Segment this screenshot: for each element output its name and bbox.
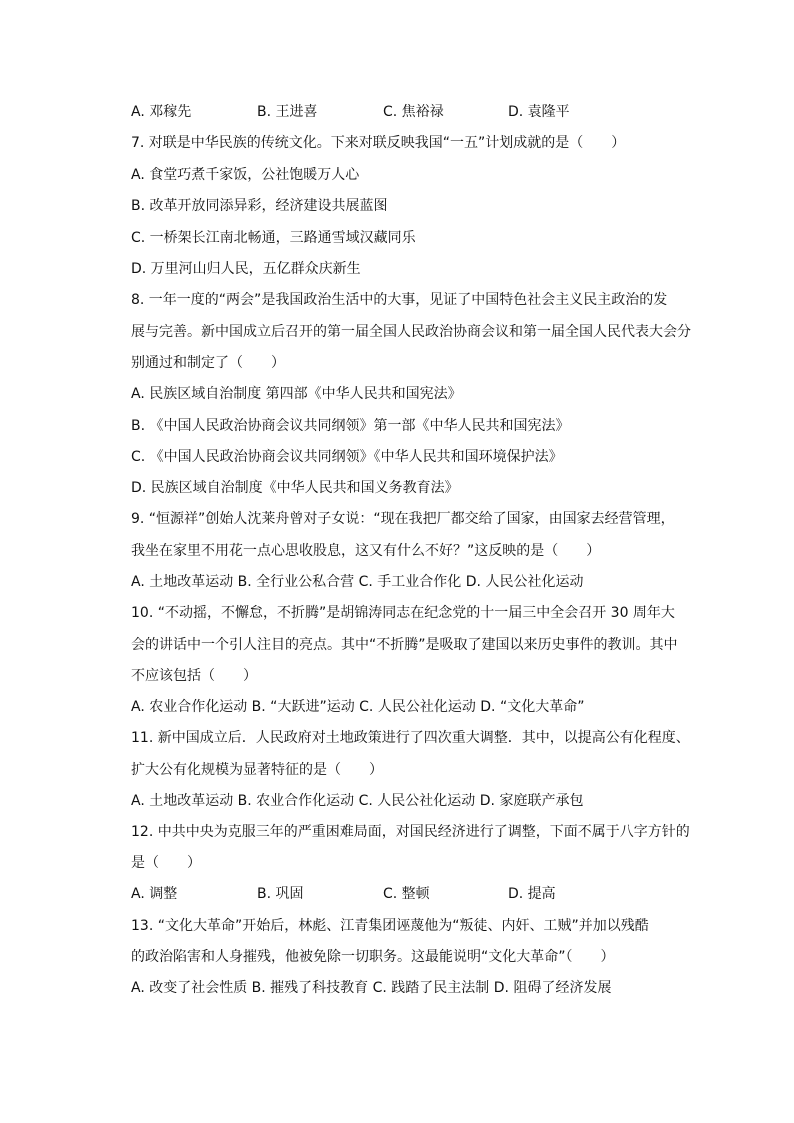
q9-stem-line-2: 我坐在家里不用花一点心思收股息，这又有什么不好？”这反映的是（ ） xyxy=(131,543,601,559)
q6-option-b: B. 王进喜 xyxy=(257,104,318,120)
q10-stem-line-3: 不应该包括（ ） xyxy=(131,668,257,684)
q12-option-b: B. 巩固 xyxy=(257,886,304,902)
q11-stem-line-1: 11. 新中国成立后．人民政府对土地政策进行了四次重大调整．其中，以提高公有化程度、 xyxy=(131,730,690,746)
q9-stem-line-1: 9. “恒源祥”创始人沈莱舟曾对子女说：“现在我把厂都交给了国家，由国家去经营管理， xyxy=(131,511,675,527)
q6-option-a: A. 邓稼先 xyxy=(131,104,192,120)
q12-option-a: A. 调整 xyxy=(131,886,178,902)
q13-stem-line-1: 13. “文化大革命”开始后，林彪、江青集团诬蔑他为“叛徒、内奸、工贼”并加以残酷 xyxy=(131,918,649,934)
q12-option-c: C. 整顿 xyxy=(383,886,430,902)
q10-options: A. 农业合作化运动 B. “大跃进”运动 C. 人民公社化运动 D. “文化大革命” xyxy=(131,699,585,715)
q8-option-a: A. 民族区域自治制度 第四部《中华人民共和国宪法》 xyxy=(131,386,462,402)
q7-option-b: B. 改革开放同添异彩，经济建设共展蓝图 xyxy=(131,198,388,214)
q8-stem-line-2: 展与完善。新中国成立后召开的第一届全国人民政治协商会议和第一届全国人民代表大会分 xyxy=(131,324,691,340)
q13-options: A. 改变了社会性质 B. 摧残了科技教育 C. 践踏了民主法制 D. 阻碍了经济发展 xyxy=(131,980,612,996)
q6-option-c: C. 焦裕禄 xyxy=(383,104,444,120)
q10-stem-line-1: 10. “不动摇，不懈怠，不折腾”是胡锦涛同志在纪念党的十一届三中全会召开 30 周年大 xyxy=(131,605,675,621)
q8-option-b: B. 《中国人民政治协商会议共同纲领》第一部《中华人民共和国宪法》 xyxy=(131,418,570,434)
q7-option-a: A. 食堂巧煮千家饭，公社饱暖万人心 xyxy=(131,167,360,183)
q10-stem-line-2: 会的讲话中一个引人注目的亮点。其中“不折腾”是吸取了建国以来历史事件的教训。其中 xyxy=(131,637,678,653)
q8-option-d: D. 民族区域自治制度《中华人民共和国义务教育法》 xyxy=(131,480,459,496)
q8-option-c: C. 《中国人民政治协商会议共同纲领》《中华人民共和国环境保护法》 xyxy=(131,449,563,465)
q9-options: A. 土地改革运动 B. 全行业公私合营 C. 手工业合作化 D. 人民公社化运动 xyxy=(131,574,584,590)
q8-stem-line-1: 8. 一年一度的“两会”是我国政治生活中的大事，见证了中国特色社会主义民主政治的发 xyxy=(131,292,668,308)
q12-stem-line-2: 是（ ） xyxy=(131,855,201,871)
q12-option-d: D. 提高 xyxy=(508,886,556,902)
q12-stem-line-1: 12. 中共中央为克服三年的严重困难局面，对国民经济进行了调整，下面不属于八字方针的 xyxy=(131,824,690,840)
q7-option-d: D. 万里河山归人民，五亿群众庆新生 xyxy=(131,261,361,277)
q11-options: A. 土地改革运动 B. 农业合作化运动 C. 人民公社化运动 D. 家庭联产承包 xyxy=(131,793,584,809)
q7-option-c: C. 一桥架长江南北畅通，三路通雪域汉藏同乐 xyxy=(131,230,416,246)
q8-stem-line-3: 别通过和制定了（ ） xyxy=(131,355,285,371)
q11-stem-line-2: 扩大公有化规模为显著特征的是（ ） xyxy=(131,762,383,778)
q13-stem-line-2: 的政治陷害和人身摧残，他被免除一切职务。这最能说明“文化大革命”（ ） xyxy=(131,949,615,965)
q6-option-d: D. 袁隆平 xyxy=(508,104,570,120)
q7-stem: 7. 对联是中华民族的传统文化。下来对联反映我国“一五”计划成就的是（ ） xyxy=(131,135,626,151)
